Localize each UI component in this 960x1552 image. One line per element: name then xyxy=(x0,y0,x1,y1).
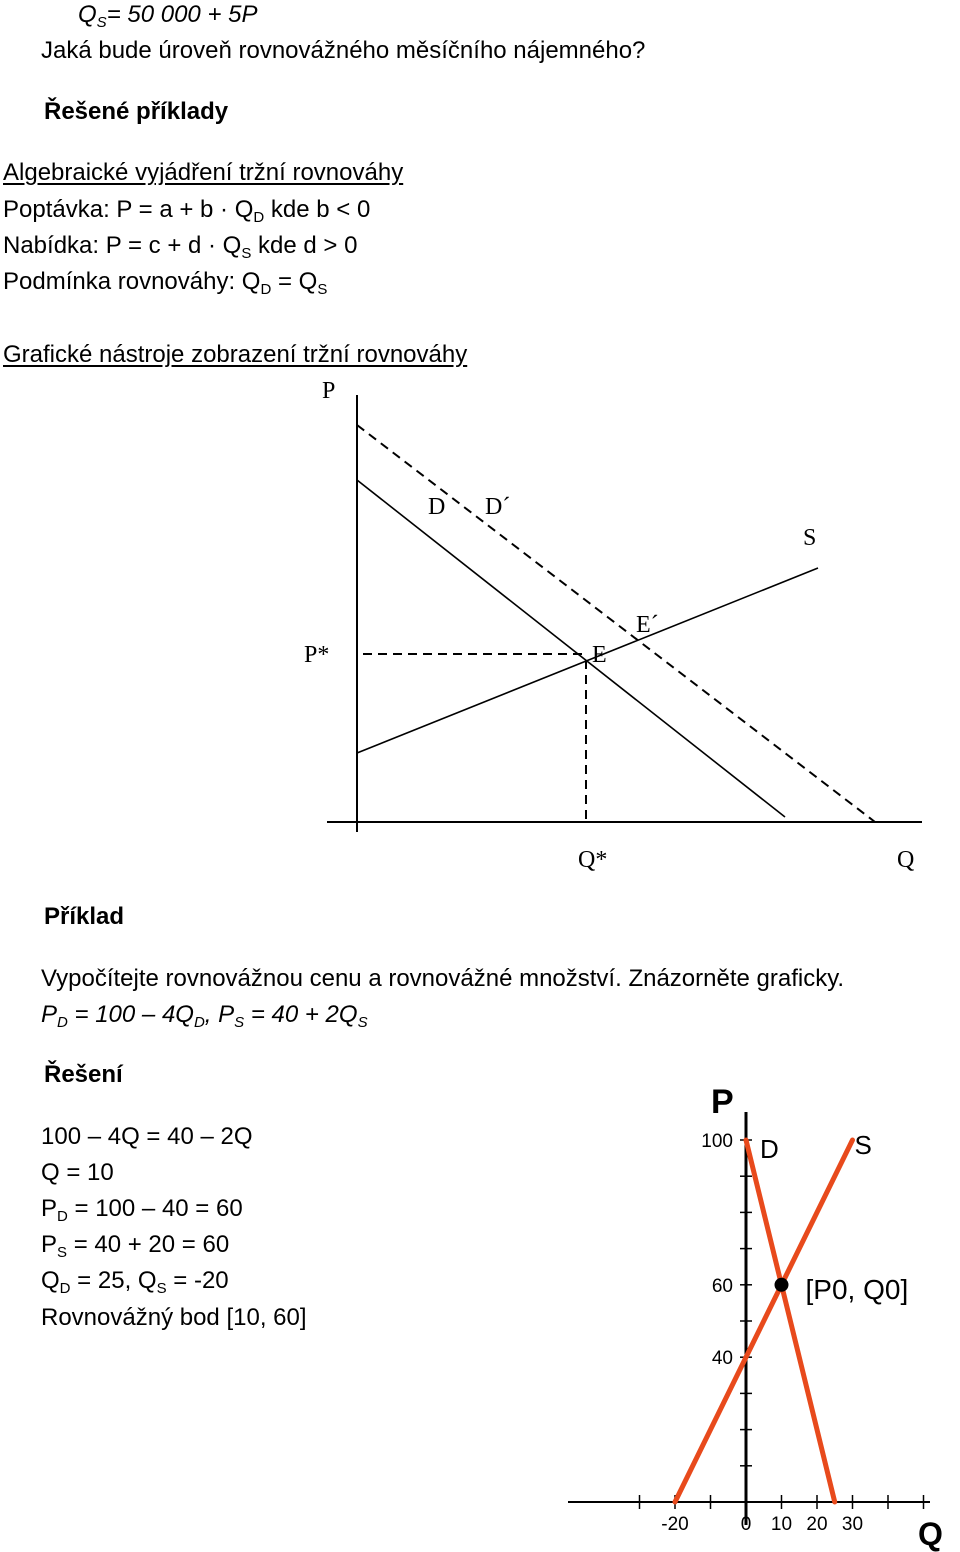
s-label: S xyxy=(803,525,817,551)
solution-line-4: $P_S = 40 + 20 = 60$ xyxy=(41,1231,230,1261)
q-axis-label: Q xyxy=(897,847,915,873)
example-heading: Příklad xyxy=(44,903,125,930)
solution-line-1: 100 – 4Q = 40 – 2Q xyxy=(41,1123,253,1150)
e-prime-label: E´ xyxy=(636,612,659,638)
x-tick-label: 30 xyxy=(841,1514,864,1535)
series-label-d: D xyxy=(760,1134,779,1164)
x-tick-label: 20 xyxy=(806,1514,828,1535)
series-label-s: S xyxy=(854,1130,872,1160)
x-tick-label: 10 xyxy=(770,1514,793,1535)
solution-line-2: Q = 10 xyxy=(41,1159,114,1186)
solution-line-3: $P_D = 100 - 40 = 60$ xyxy=(41,1195,243,1225)
example-equations: $P_D = 100 - 4Q_D$, $P_S = 40 + 2Q_S$ xyxy=(41,1001,368,1031)
equilibrium-condition: Podmínka rovnováhy: $Q_D = Q_S$ xyxy=(3,268,328,298)
series-line-s xyxy=(675,1140,853,1502)
d-prime-label: D´ xyxy=(485,494,511,520)
equilibrium-point-label: [P0, Q0] xyxy=(805,1273,909,1305)
demand-equation: Poptávka: $P = a + b \cdot Q_D$ kde b < 0 xyxy=(3,196,371,226)
solution-line-5: $Q_D = 25$, $Q_S = -20$ xyxy=(41,1267,229,1297)
p-axis-label: P xyxy=(322,378,336,404)
supply-equation-general: Nabídka: $P = c + d \cdot Q_S$ kde d > 0 xyxy=(3,232,358,262)
solution-heading: Řešení xyxy=(44,1061,123,1088)
question-text: Jaká bude úroveň rovnovážného měsíčního nájemného? xyxy=(41,37,646,64)
e-label: E xyxy=(592,642,607,668)
solution-line-6: Rovnovážný bod [10, 60] xyxy=(41,1304,307,1331)
x-tick-label: -20 xyxy=(661,1514,689,1535)
y-tick-label: 60 xyxy=(711,1275,733,1297)
equilibrium-point xyxy=(775,1278,789,1292)
chart-x-axis-label: Q xyxy=(918,1516,943,1552)
x-tick-label: 0 xyxy=(740,1514,752,1535)
p-star-label: P* xyxy=(304,642,330,668)
chart-y-axis-label: P xyxy=(711,1083,734,1121)
graphic-heading: Grafické nástroje zobrazení tržní rovnováhy xyxy=(3,341,468,368)
series-line-d xyxy=(746,1140,835,1502)
d-label: D xyxy=(428,494,446,520)
supply-equation: $Q_S= 50$ 000 + 5P xyxy=(78,1,258,31)
algebra-heading: Algebraické vyjádření tržní rovnováhy xyxy=(3,159,404,186)
q-star-label: Q* xyxy=(578,847,608,873)
y-tick-label: 40 xyxy=(711,1348,733,1370)
example-text: Vypočítejte rovnovážnou cenu a rovnovážné množství. Znázorněte graficky. xyxy=(41,965,845,992)
solved-examples-heading: Řešené příklady xyxy=(44,98,229,125)
y-tick-label: 100 xyxy=(701,1131,733,1152)
